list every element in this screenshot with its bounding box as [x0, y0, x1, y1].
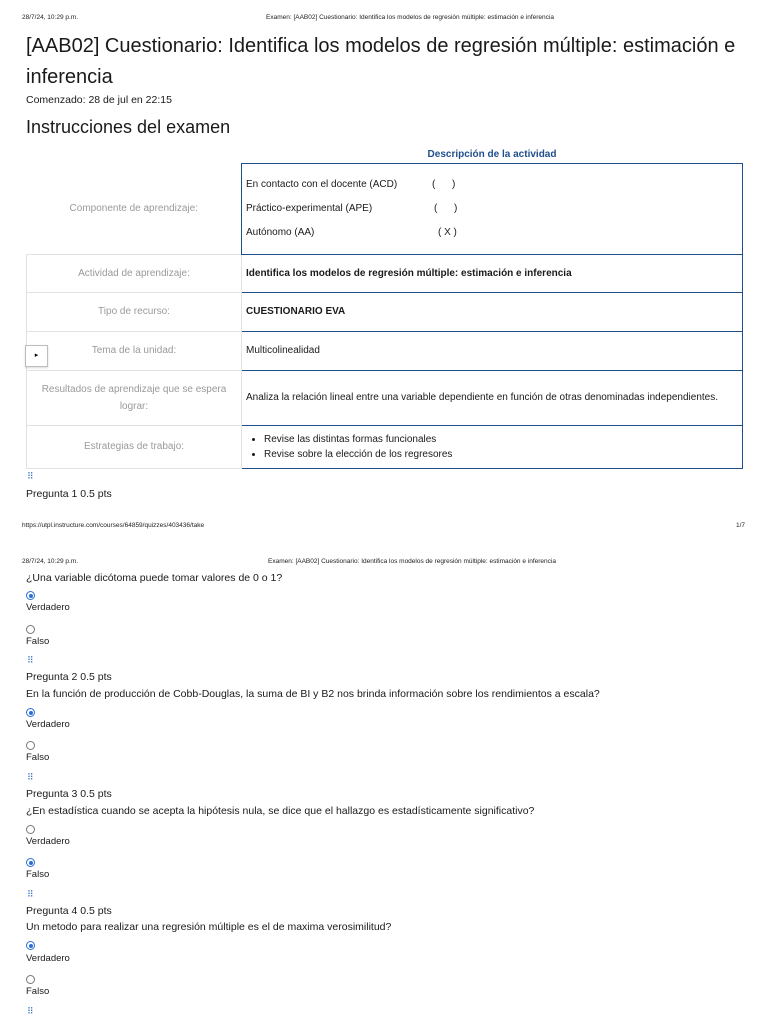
- drag-handle-icon[interactable]: ⠿: [27, 471, 33, 481]
- radio-falso[interactable]: [26, 741, 35, 750]
- resultados-label: Resultados de aprendizaje que se espera lograr:: [27, 370, 242, 425]
- componente-option: En contacto con el docente (ACD) ( ): [246, 178, 456, 190]
- print-footer-page: 1/7: [736, 522, 746, 529]
- estrategias-label: Estrategias de trabajo:: [27, 425, 242, 468]
- drag-handle-icon[interactable]: ⠿: [27, 772, 33, 782]
- option-label: Falso: [26, 752, 50, 763]
- actividad-value: Identifica los modelos de regresión múltiple: estimación e inferencia: [242, 254, 743, 292]
- tipo-value: CUESTIONARIO EVA: [242, 292, 743, 331]
- radio-verdadero[interactable]: [26, 708, 35, 717]
- estrategia-item: • Revise sobre la elección de los regresores: [264, 447, 738, 462]
- option-label: Verdadero: [26, 602, 70, 613]
- radio-verdadero[interactable]: [26, 825, 35, 834]
- radio-falso[interactable]: [26, 858, 35, 867]
- radio-verdadero[interactable]: [26, 941, 35, 950]
- expand-icon[interactable]: ▸: [25, 345, 48, 367]
- quiz-started: Comenzado: 28 de jul en 22:15: [26, 94, 172, 106]
- question-label: Pregunta 2 0.5 pts: [26, 671, 112, 683]
- option-label: Falso: [26, 869, 50, 880]
- option-label: Verdadero: [26, 719, 70, 730]
- print-header-datetime: 28/7/24, 10:29 p.m.: [22, 558, 79, 565]
- componente-label: Componente de aprendizaje:: [69, 202, 198, 214]
- tema-label: Tema de la unidad:: [27, 331, 242, 370]
- estrategia-item: • Revise las distintas formas funcionales: [264, 432, 738, 447]
- question-text: ¿Una variable dicótoma puede tomar valores de 0 o 1?: [26, 572, 283, 584]
- print-footer-url: https://utpl.instructure.com/courses/64859/quizzes/403436/take: [22, 522, 205, 529]
- componente-option: Autónomo (AA) ( X ): [246, 226, 457, 238]
- componente-value: [242, 163, 743, 254]
- componente-option: Práctico-experimental (APE) ( ): [246, 202, 458, 214]
- option-label: Verdadero: [26, 953, 70, 964]
- description-header: Descripción de la actividad: [242, 146, 743, 163]
- estrategias-value: [242, 425, 743, 468]
- print-header-title: Examen: [AAB02] Cuestionario: Identifica los modelos de regresión múltiple: estimación e inferencia: [268, 558, 556, 565]
- question-label: Pregunta 3 0.5 pts: [26, 788, 112, 800]
- option-label: Falso: [26, 636, 50, 647]
- question-text: En la función de producción de Cobb-Douglas, la suma de BI y B2 nos brinda información sobre los rendimientos a escala?: [26, 688, 600, 700]
- actividad-label: Actividad de aprendizaje:: [27, 254, 242, 292]
- print-header-datetime: 28/7/24, 10:29 p.m.: [22, 14, 79, 21]
- question-label: Pregunta 1 0.5 pts: [26, 488, 112, 500]
- radio-falso[interactable]: [26, 625, 35, 634]
- question-text: Un metodo para realizar una regresión múltiple es el de maxima verosimilitud?: [26, 921, 392, 933]
- drag-handle-icon[interactable]: ⠿: [27, 655, 33, 665]
- instructions-heading: Instrucciones del examen: [26, 117, 231, 137]
- resultados-value: Analiza la relación lineal entre una variable dependiente en función de otras denominadas independientes.: [242, 370, 743, 425]
- radio-falso[interactable]: [26, 975, 35, 984]
- quiz-title: [AAB02] Cuestionario: Identifica los modelos de regresión múltiple: estimación e inferencia: [26, 35, 736, 88]
- question-label: Pregunta 4 0.5 pts: [26, 905, 112, 917]
- print-header-title: Examen: [AAB02] Cuestionario: Identifica los modelos de regresión múltiple: estimación e inferencia: [266, 14, 554, 21]
- option-label: Verdadero: [26, 836, 70, 847]
- drag-handle-icon[interactable]: ⠿: [27, 1006, 33, 1016]
- drag-handle-icon[interactable]: ⠿: [27, 889, 33, 899]
- option-label: Falso: [26, 986, 50, 997]
- question-text: ¿En estadística cuando se acepta la hipótesis nula, se dice que el hallazgo es estadísticamente significativo?: [26, 805, 535, 817]
- tipo-label: Tipo de recurso:: [27, 292, 242, 331]
- tema-value: Multicolinealidad: [242, 331, 743, 370]
- radio-verdadero[interactable]: [26, 591, 35, 600]
- description-table: [26, 146, 743, 469]
